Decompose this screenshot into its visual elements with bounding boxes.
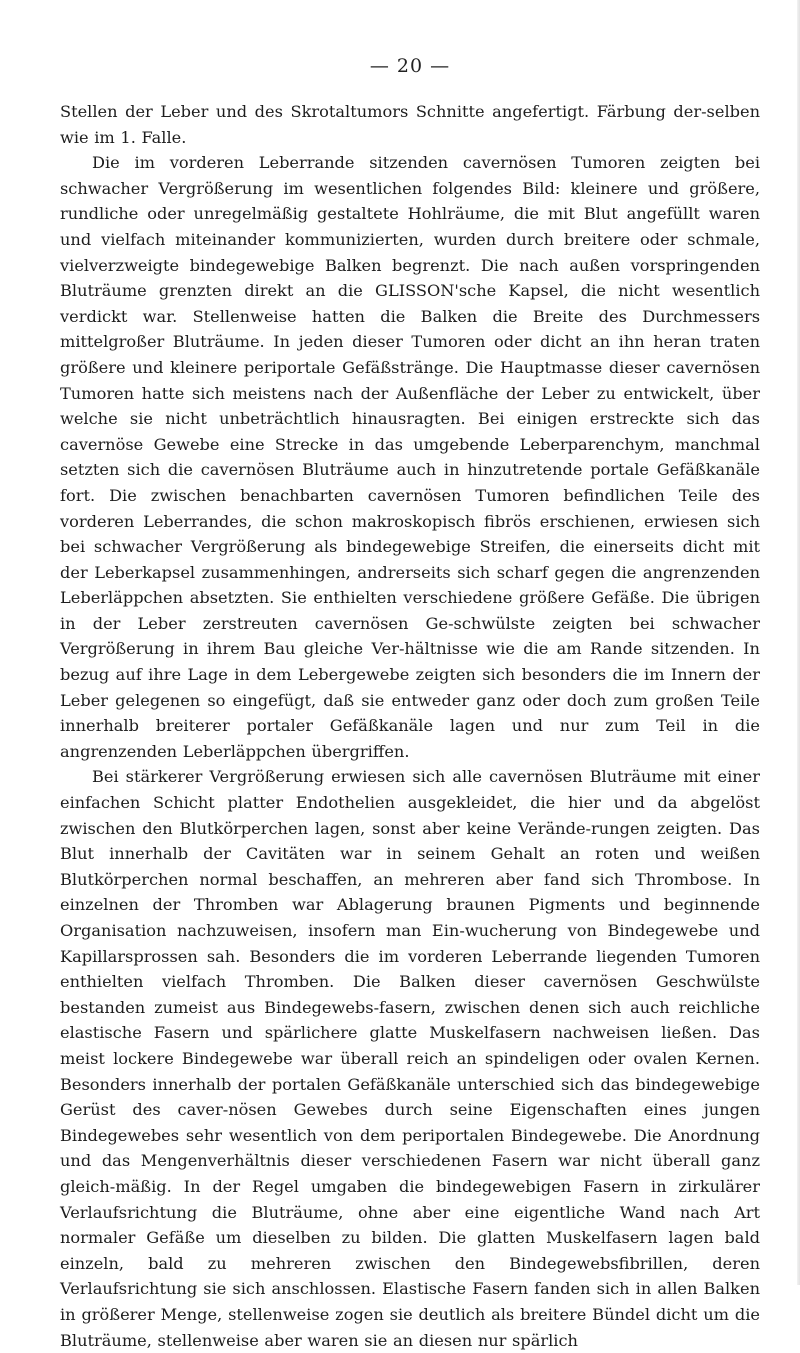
document-page [60, 55, 760, 1350]
body-text [60, 99, 760, 1353]
paragraph-continuation: Stellen der Leber und des Skrotaltumors Schnitte angefertigt. Färbung der-selben wie im 1. Falle. [60, 102, 760, 147]
paragraph-stronger-magnification: Bei stärkerer Vergrößerung erwiesen sich alle cavernösen Bluträume mit einer einfachen Schicht platter Endothelien ausgekleidet, die hier und da abgelöst zwischen den Blutkörperchen lagen, sonst aber keine Verände-rungen zeigten. Das Blut innerhalb der Cavitäten war in seinem Gehalt an roten und weißen Blutkörperchen normal beschaffen, an mehreren aber fand sich Thrombose. In einzelnen der Thromben war Ablagerung braunen Pigments und beginnende Organisation nachzuweisen, insofern man Ein-wucherung von Bindegewebe und Kapillarsprossen sah. Besonders die im vorderen Leberrande liegenden Tumoren enthielten vielfach Thromben. Die Balken dieser cavernösen Geschwülste bestanden zumeist aus Bindegewebs-fasern, zwischen denen sich auch reichliche elastische Fasern und spärlichere glatte Muskelfasern nachweisen ließen. Das meist lockere Bindegewebe war überall reich an spindeligen oder ovalen Kernen. Besonders innerhalb der portalen Gefäßkanäle unterschied sich das bindegewebige Gerüst des caver-nösen Gewebes durch seine Eigenschaften eines jungen Bindegewebes sehr wesentlich von dem periportalen Bindegewebe. Die Anordnung und das Mengenverhältnis dieser verschiedenen Fasern war nicht überall ganz gleich-mäßig. In der Regel umgaben die bindegewebigen Fasern in zirkulärer Verlaufsrichtung die Bluträume, ohne aber eine eigentliche Wand nach Art normaler Gefäße um dieselben zu bilden. Die glatten Muskelfasern lagen bald einzeln, bald zu mehreren zwischen den Bindegewebsfibrillen, deren Verlaufsrichtung sie sich anschlossen. Elastische Fasern fanden sich in allen Balken in größerer Menge, stellenweise zogen sie deutlich als breitere Bündel dicht um die Bluträume, stellenweise aber waren sie an diesen nur spärlich [60, 767, 760, 1350]
paragraph-cavernous-tumors: Die im vorderen Leberrande sitzenden cavernösen Tumoren zeigten bei schwacher Vergrößerung im wesentlichen folgendes Bild: kleinere und größere, rundliche oder unregelmäßig gestaltete Hohlräume, die mit Blut angefüllt waren und vielfach miteinander kommunizierten, wurden durch breitere oder schmale, vielverzweigte bindegewebige Balken begrenzt. Die nach außen vorspringenden Bluträume grenzten direkt an die GLISSON'sche Kapsel, die nicht wesentlich verdickt war. Stellenweise hatten die Balken die Breite des Durchmessers mittelgroßer Bluträume. In jeden dieser Tumoren oder dicht an ihn heran traten größere und kleinere periportale Gefäßstränge. Die Hauptmasse dieser cavernösen Tumoren hatte sich meistens nach der Außenfläche der Leber zu entwickelt, über welche sie nicht unbeträchtlich hinausragten. Bei einigen erstreckte sich das cavernöse Gewebe eine Strecke in das umgebende Leberparenchym, manchmal setzten sich die cavernösen Bluträume auch in hinzutretende portale Gefäßkanäle fort. Die zwischen benachbarten cavernösen Tumoren befindlichen Teile des vorderen Leberrandes, die schon makroskopisch fibrös erschienen, erwiesen sich bei schwacher Vergrößerung als bindegewebige Streifen, die einerseits dicht mit der Leberkapsel zusammenhingen, andrerseits sich scharf gegen die angrenzenden Leberläppchen absetzten. Sie enthielten verschiedene größere Gefäße. Die übrigen in der Leber zerstreuten cavernösen Ge-schwülste zeigten bei schwacher Vergrößerung in ihrem Bau gleiche Ver-hältnisse wie die am Rande sitzenden. In bezug auf ihre Lage in dem Lebergewebe zeigten sich besonders die im Innern der Leber gelegenen so eingefügt, daß sie entweder ganz oder doch zum großen Teile innerhalb breiterer portaler Gefäßkanäle lagen und nur zum Teil in die angrenzenden Leberläppchen übergriffen. [60, 153, 760, 761]
page-number: — 20 — [369, 55, 451, 77]
